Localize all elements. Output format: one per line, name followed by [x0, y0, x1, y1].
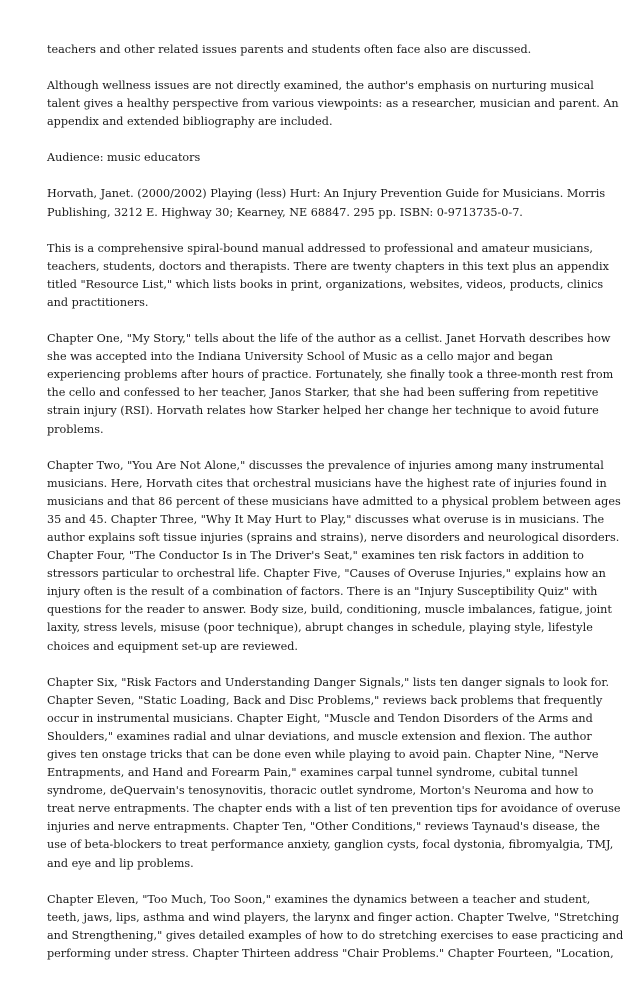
text-line: talent gives a healthy perspective from various viewpoints: as a researcher, musician and parent. An: [47, 97, 619, 111]
text-line: musicians. Here, Horvath cites that orchestral musicians have the highest rate of injuries found in: [47, 476, 607, 490]
paragraph: [47, 330, 614, 439]
paragraph: [47, 77, 619, 131]
text-line: Chapter Two, "You Are Not Alone," discusses the prevalence of injuries among many instrumental: [47, 458, 604, 472]
text-line: Chapter Seven, "Static Loading, Back and Disc Problems," reviews back problems that frequently: [47, 693, 603, 707]
text-line: laxity, stress levels, misuse (poor technique), abrupt changes in schedule, playing style, lifestyle: [47, 621, 593, 635]
paragraph: [47, 240, 609, 312]
text-line: problems.: [47, 422, 104, 436]
text-line: gives ten onstage tricks that can be done even while playing to avoid pain. Chapter Nine, "Nerve: [47, 748, 599, 761]
document-page: [47, 41, 624, 981]
text-line: Shoulders," examines radial and ulnar deviations, and muscle extension and flexion. The author: [47, 729, 592, 743]
text-line: use of beta-blockers to treat performance anxiety, ganglion cysts, focal dystonia, fibromyalgia, TMJ,: [47, 838, 614, 852]
text-line: performing under stress. Chapter Thirteen address "Chair Problems." Chapter Fourteen, "Location,: [47, 946, 614, 960]
text-line: treat nerve entrapments. The chapter ends with a list of ten prevention tips for avoidance of overuse: [47, 802, 621, 816]
text-line: Audience: music educators: [47, 151, 201, 165]
text-line: Publishing, 3212 E. Highway 30; Kearney, NE 68847. 295 pp. ISBN: 0-9713735-0-7.: [47, 205, 523, 219]
text-line: the cello and confessed to her teacher, Janos Starker, that she had been suffering from repetitive: [47, 386, 599, 400]
text-line: Chapter Eleven, "Too Much, Too Soon," examines the dynamics between a teacher and student,: [47, 892, 591, 906]
text-line: and eye and lip problems.: [47, 856, 194, 870]
text-line: and practitioners.: [47, 295, 149, 309]
paragraph: [47, 149, 597, 167]
text-line: 35 and 45. Chapter Three, "Why It May Hurt to Play," discusses what overuse is in musicians. The: [47, 512, 605, 526]
text-line: occur in instrumental musicians. Chapter Eight, "Muscle and Tendon Disorders of the Arms and: [47, 711, 593, 725]
paragraph: [47, 674, 621, 873]
paragraph: [47, 41, 597, 59]
text-line: teeth, jaws, lips, asthma and wind players, the larynx and finger action. Chapter Twelve, "Stretching: [47, 910, 620, 924]
text-line: Entrapments, and Hand and Forearm Pain," examines carpal tunnel syndrome, cubital tunnel: [47, 766, 578, 780]
text-line: teachers, students, doctors and therapists. There are twenty chapters in this text plus an appendix: [47, 259, 609, 273]
text-line: injury often is the result of a combination of factors. There is an "Injury Susceptibility Quiz" with: [47, 585, 598, 599]
text-line: injuries and nerve entrapments. Chapter Ten, "Other Conditions," reviews Taynaud's disease, the: [47, 820, 600, 834]
paragraph: [47, 185, 606, 221]
text-line: Chapter Four, "The Conductor Is in The Driver's Seat," examines ten risk factors in addition to: [47, 549, 584, 563]
text-line: choices and equipment set-up are reviewed.: [47, 639, 298, 653]
text-line: titled "Resource List," which lists books in print, organizations, websites, videos, products, clinics: [47, 277, 604, 291]
text-line: questions for the reader to answer. Body size, build, conditioning, muscle imbalances, fatigue, joint: [47, 603, 612, 617]
text-line: strain injury (RSI). Horvath relates how Starker helped her change her technique to avoid future: [47, 404, 599, 418]
text-line: This is a comprehensive spiral-bound manual addressed to professional and amateur musicians,: [47, 241, 593, 255]
text-line: syndrome, deQuervain's tenosynovitis, thoracic outlet syndrome, Morton's Neuroma and how to: [47, 784, 594, 798]
text-line: stressors particular to orchestral life. Chapter Five, "Causes of Overuse Injuries," explains how an: [47, 567, 606, 581]
text-line: author explains soft tissue injuries (sprains and strains), nerve disorders and neurological disorders.: [47, 530, 620, 544]
text-line: and Strengthening," gives detailed examples of how to do stretching exercises to ease practicing and: [47, 928, 624, 942]
text-line: Chapter One, "My Story," tells about the life of the author as a cellist. Janet Horvath describes how: [47, 332, 611, 346]
text-line: musicians and that 86 percent of these musicians have admitted to a physical problem between ages: [47, 494, 621, 508]
paragraph: [47, 891, 624, 963]
text-line: experiencing problems after hours of practice. Fortunately, she finally took a three-month rest from: [47, 368, 614, 382]
paragraph: [47, 457, 621, 656]
text-line: Chapter Six, "Risk Factors and Understanding Danger Signals," lists ten danger signals to look for.: [47, 675, 610, 689]
text-line: Although wellness issues are not directly examined, the author's emphasis on nurturing musical: [47, 79, 594, 93]
text-line: she was accepted into the Indiana University School of Music as a cello major and began: [47, 350, 553, 364]
text-line: teachers and other related issues parents and students often face also are discussed.: [47, 43, 532, 56]
text-line: appendix and extended bibliography are included.: [47, 115, 333, 129]
text-line: Horvath, Janet. (2000/2002) Playing (less) Hurt: An Injury Prevention Guide for Musicians. Morris: [47, 187, 606, 201]
